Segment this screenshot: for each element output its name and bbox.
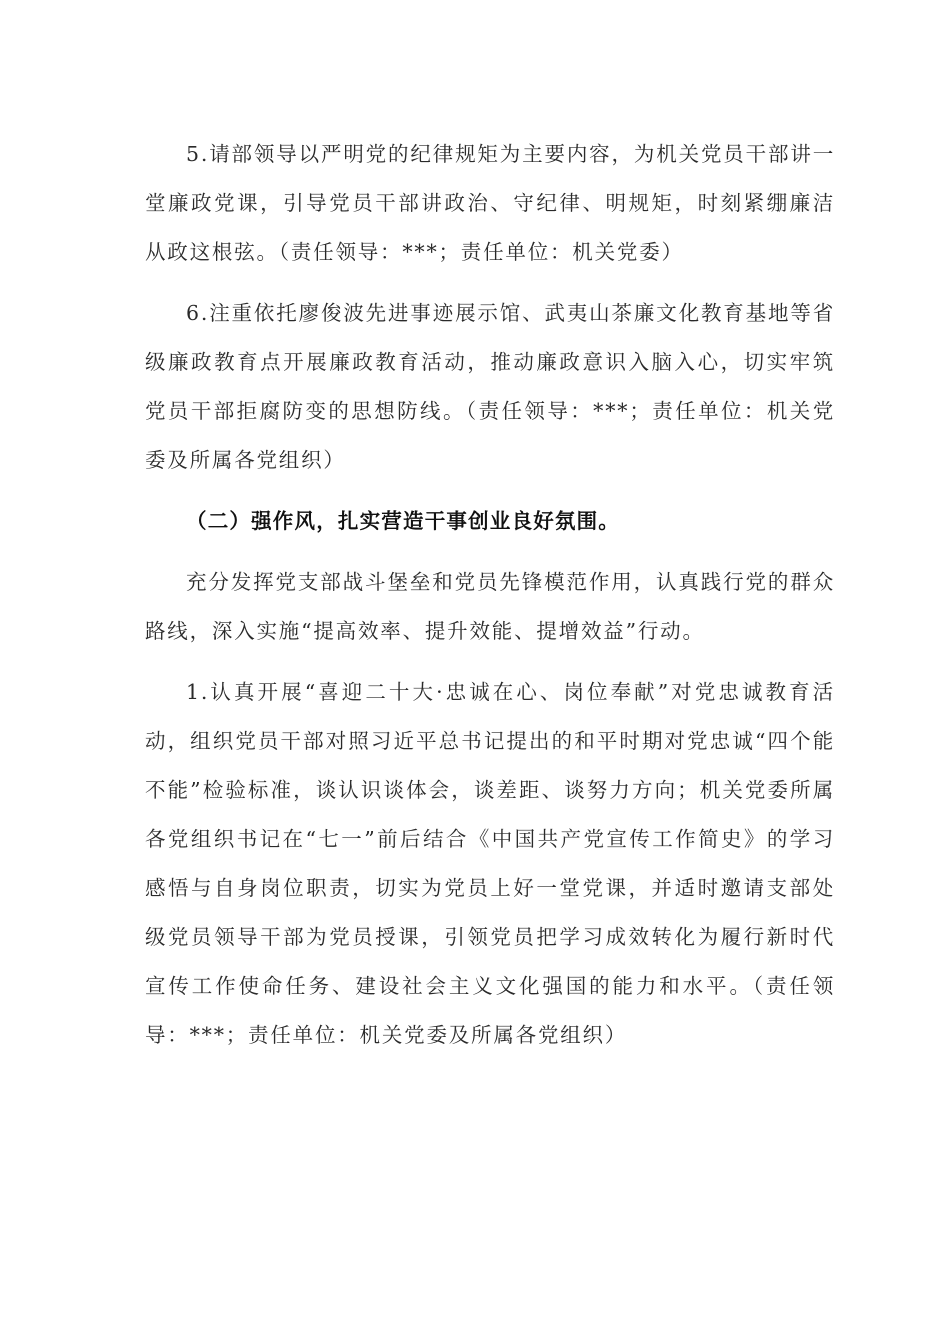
document-body xyxy=(145,130,835,1072)
section-heading: （二）强作风，扎实营造干事创业良好氛围。 xyxy=(186,509,620,533)
paragraph-item-5: 5.请部领导以严明党的纪律规矩为主要内容，为机关党员干部讲一堂廉政党课，引导党员干部讲政治、守纪律、明规矩，时刻紧绷廉洁从政这根弦。（责任领导：***；责任单位：机关党委） xyxy=(145,142,835,264)
paragraph-item-6: 6.注重依托廖俊波先进事迹展示馆、武夷山茶廉文化教育基地等省级廉政教育点开展廉政教育活动，推动廉政意识入脑入心，切实牢筑党员干部拒腐防变的思想防线。（责任领导：***；责任单位：机关党委及所属各党组织） xyxy=(145,301,835,472)
paragraph-item-1: 1.认真开展“喜迎二十大·忠诚在心、岗位奉献”对党忠诚教育活动，组织党员干部对照习近平总书记提出的和平时期对党忠诚“四个能不能”检验标准，谈认识谈体会，谈差距、谈努力方向；机关党委所属各党组织书记在“七一”前后结合《中国共产党宣传工作简史》的学习感悟与自身岗位职责，切实为党员上好一堂党课，并适时邀请支部处级党员领导干部为党员授课，引领党员把学习成效转化为履行新时代宣传工作使命任务、建设社会主义文化强国的能力和水平。（责任领导：***；责任单位：机关党委及所属各党组织） xyxy=(145,680,835,1047)
section-intro-paragraph: 充分发挥党支部战斗堡垒和党员先锋模范作用，认真践行党的群众路线，深入实施“提高效率、提升效能、提增效益”行动。 xyxy=(145,570,835,643)
